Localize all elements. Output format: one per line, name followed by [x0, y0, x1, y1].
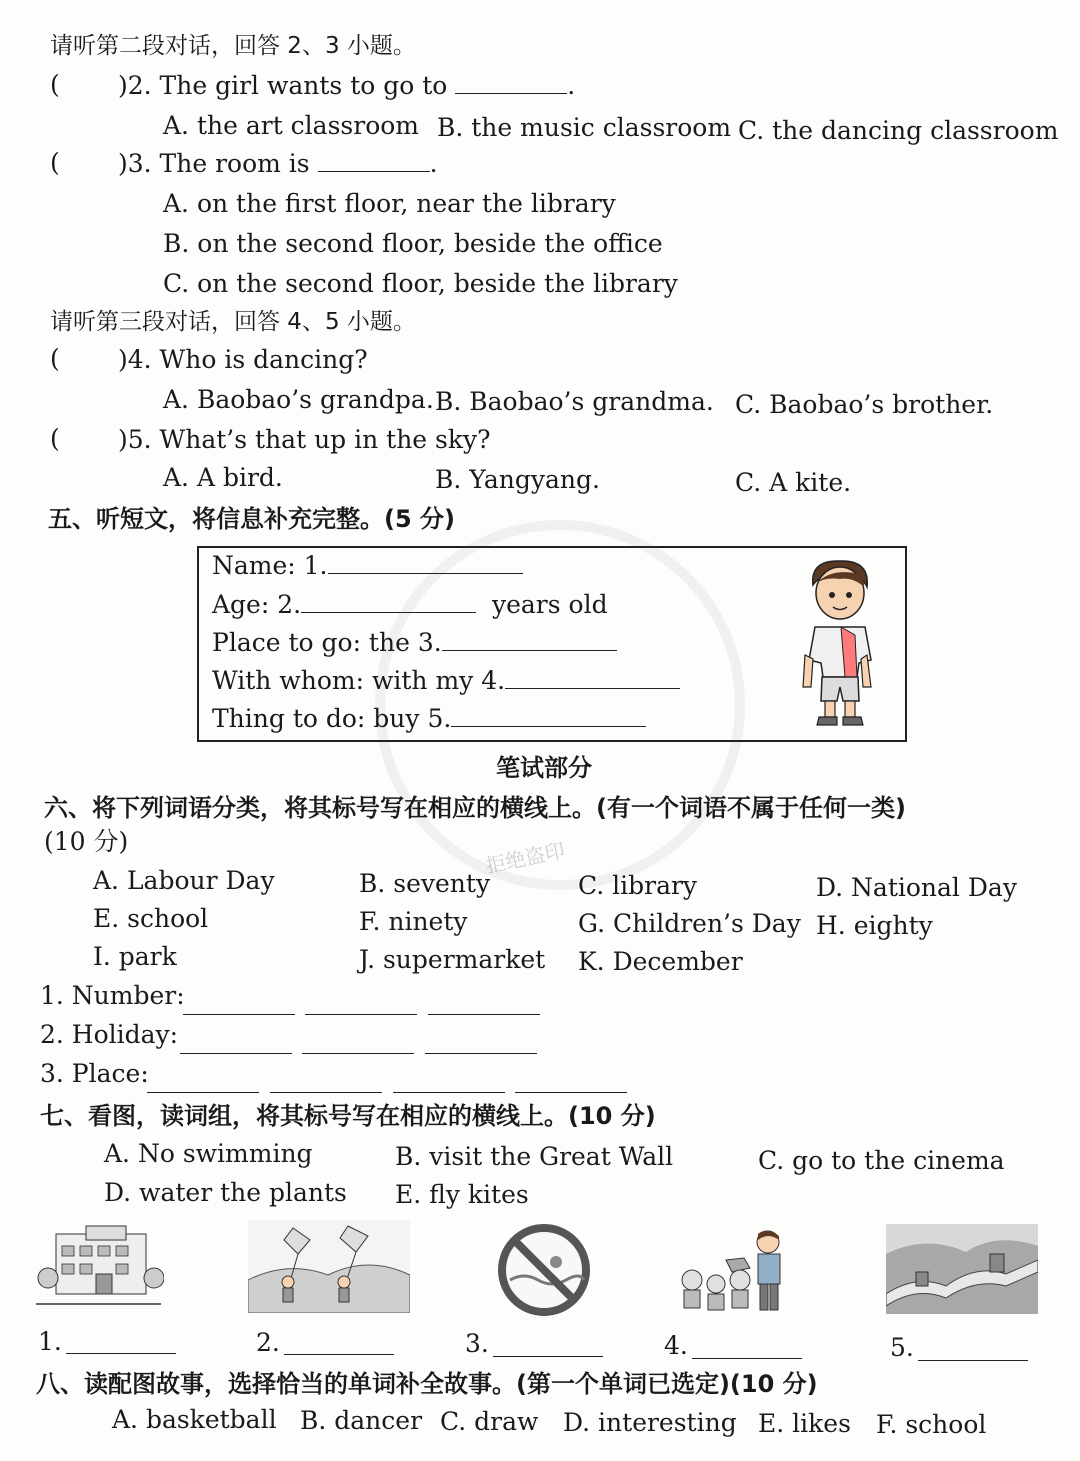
picture-number-4: 4.	[664, 1331, 688, 1360]
category-holiday: 2. Holiday:	[40, 1020, 179, 1049]
phrase-e: E. fly kites	[395, 1180, 529, 1209]
word-g: G. Children’s Day	[578, 909, 801, 938]
written-part-title: 笔试部分	[496, 754, 592, 782]
answer-blank[interactable]	[455, 71, 567, 94]
answer-paren: (	[50, 424, 60, 453]
category-number: 1. Number:	[40, 981, 185, 1010]
phrase-b: B. visit the Great Wall	[395, 1142, 674, 1171]
instruction-dialog-3: 请听第三段对话，回答 4、5 小题。	[50, 309, 416, 335]
answer-blank[interactable]	[425, 1053, 537, 1054]
answer-blank[interactable]	[147, 1092, 259, 1093]
word-e: E. school	[93, 904, 209, 933]
q5-option-b: B. Yangyang.	[435, 465, 600, 494]
answer-blank[interactable]	[284, 1354, 394, 1355]
answer-blank[interactable]	[302, 1053, 414, 1054]
word-option-f: F. school	[876, 1410, 987, 1439]
q3-option-a: A. on the first floor, near the library	[163, 189, 616, 218]
q4-option-b: B. Baobao’s grandma.	[435, 387, 714, 416]
answer-blank[interactable]	[328, 551, 523, 574]
word-i: I. park	[93, 942, 177, 971]
answer-blank[interactable]	[515, 1092, 627, 1093]
answer-blank[interactable]	[428, 1014, 540, 1015]
answer-blank[interactable]	[505, 666, 680, 689]
word-b: B. seventy	[359, 869, 491, 898]
answer-blank[interactable]	[180, 1053, 292, 1054]
section-5-title: 五、听短文，将信息补充完整。(5 分)	[48, 505, 455, 533]
answer-blank[interactable]	[305, 1014, 417, 1015]
q2-option-a: A. the art classroom	[163, 111, 420, 140]
phrase-c: C. go to the cinema	[758, 1146, 1005, 1175]
answer-paren: (	[50, 148, 60, 177]
section-6-score: (10 分)	[44, 827, 129, 856]
q5-option-c: C. A kite.	[735, 468, 852, 497]
question-2: )2. The girl wants to go to .	[118, 71, 576, 100]
section-7-title: 七、看图，读词组，将其标号写在相应的横线上。(10 分)	[40, 1102, 656, 1130]
word-d: D. National Day	[816, 873, 1017, 902]
section-6-title: 六、将下列词语分类，将其标号写在相应的横线上。(有一个词语不属于任何一类)	[44, 794, 906, 822]
answer-blank[interactable]	[692, 1358, 802, 1359]
word-option-d: D. interesting	[563, 1408, 737, 1437]
section-8-title: 八、读配图故事，选择恰当的单词补全故事。(第一个单词已选定)(10 分)	[36, 1370, 818, 1398]
word-option-c: C. draw	[440, 1407, 539, 1436]
answer-blank[interactable]	[318, 149, 430, 172]
answer-blank[interactable]	[270, 1092, 382, 1093]
word-a: A. Labour Day	[93, 866, 275, 895]
answer-blank[interactable]	[918, 1360, 1028, 1361]
info-row-with-whom: With whom: with my 4.	[212, 665, 680, 697]
picture-number-1: 1.	[38, 1327, 62, 1356]
q3-option-c: C. on the second floor, beside the library	[163, 269, 678, 298]
watermark-text: 拒绝盗印	[483, 837, 567, 879]
word-option-a: A. basketball	[112, 1405, 277, 1434]
answer-blank[interactable]	[493, 1356, 603, 1357]
water-plants-picture	[678, 1228, 800, 1318]
word-option-b: B. dancer	[300, 1406, 423, 1435]
picture-number-5: 5.	[890, 1333, 914, 1362]
word-c: C. library	[578, 871, 698, 900]
word-f: F. ninety	[359, 907, 468, 936]
q4-option-a: A. Baobao’s grandpa.	[163, 385, 434, 414]
info-row-place: Place to go: the 3.	[212, 627, 617, 659]
answer-paren: (	[50, 70, 60, 99]
answer-blank[interactable]	[301, 590, 476, 613]
word-j: J. supermarket	[359, 945, 546, 974]
picture-number-2: 2.	[256, 1328, 280, 1357]
great-wall-picture	[886, 1224, 1038, 1314]
info-row-age: Age: 2. years old	[212, 590, 608, 619]
picture-number-3: 3.	[465, 1329, 489, 1358]
word-k: K. December	[578, 947, 743, 976]
answer-blank[interactable]	[451, 704, 646, 727]
phrase-a: A. No swimming	[104, 1139, 313, 1168]
boy-illustration	[795, 555, 885, 730]
answer-blank[interactable]	[183, 1014, 295, 1015]
q4-option-c: C. Baobao’s brother.	[735, 390, 994, 419]
question-5: )5. What’s that up in the sky?	[118, 425, 491, 454]
answer-blank[interactable]	[393, 1092, 505, 1093]
no-swimming-sign	[494, 1222, 594, 1318]
category-place: 3. Place:	[40, 1059, 149, 1088]
answer-paren: (	[50, 344, 60, 373]
q3-option-b: B. on the second floor, beside the office	[163, 229, 663, 258]
phrase-d: D. water the plants	[104, 1178, 347, 1207]
word-option-e: E. likes	[758, 1409, 851, 1438]
instruction-dialog-2: 请听第二段对话，回答 2、3 小题。	[50, 33, 416, 59]
q2-option-b: B. the music classroom	[437, 113, 732, 142]
question-3: )3. The room is .	[118, 149, 438, 178]
q5-option-a: A. A bird.	[163, 463, 283, 492]
info-row-name: Name: 1.	[212, 550, 523, 582]
q2-option-c: C. the dancing classroom	[738, 116, 1059, 145]
word-h: H. eighty	[816, 911, 933, 940]
question-4: )4. Who is dancing?	[118, 345, 368, 374]
answer-blank[interactable]	[66, 1353, 176, 1354]
fly-kites-picture	[248, 1220, 410, 1313]
answer-blank[interactable]	[442, 628, 617, 651]
info-row-thing-to-do: Thing to do: buy 5.	[212, 703, 646, 735]
cinema-picture	[36, 1220, 164, 1308]
